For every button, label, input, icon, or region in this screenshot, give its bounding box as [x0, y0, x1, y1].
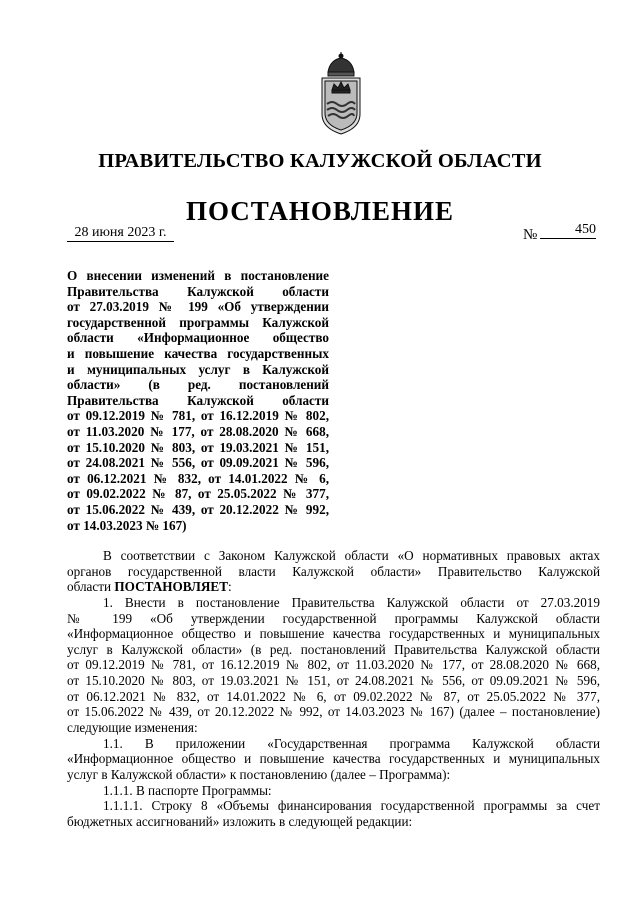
title-line: от 14.03.2023 № 167) [67, 517, 187, 533]
body-line: услуг в Калужской области» к постановлению (далее – Программа): [67, 766, 451, 782]
title-line: от 09.12.2019 № 781, от 16.12.2019 № 802, [67, 408, 329, 424]
body-text: области [67, 579, 115, 595]
title-line: и муниципальных услуг в Калужской [67, 361, 329, 377]
coat-of-arms-emblem [318, 52, 364, 136]
title-line: государственной программы Калужской [67, 314, 329, 330]
number-label: № [523, 227, 538, 243]
title-line: от 09.02.2022 № 87, от 25.05.2022 № 377, [67, 486, 329, 502]
title-line: от 06.12.2021 № 832, от 14.01.2022 № 6, [67, 470, 329, 486]
body-line: от 15.06.2022 № 439, от 20.12.2022 № 992, от 14.03.2023 № 167) (далее – постановление) [67, 704, 600, 720]
body-line: 1.1.1. В паспорте Программы: [103, 782, 272, 798]
body-line: «Информационное общество и повышение качества государственных и муниципальных [67, 626, 600, 642]
body-line: от 09.12.2019 № 781, от 16.12.2019 № 802, от 11.03.2020 № 177, от 28.08.2020 № 668, [67, 657, 600, 673]
title-line: области «Информационное общество [67, 330, 329, 346]
body-line: от 06.12.2021 № 832, от 14.01.2022 № 6, от 09.02.2022 № 87, от 25.05.2022 № 377, [67, 688, 600, 704]
resolution-body [67, 548, 600, 830]
body-line: следующие изменения: [67, 720, 198, 736]
body-line: 1.1.1.1. Строку 8 «Объемы финансирования государственной программы за счет [103, 798, 600, 814]
body-line: 1. Внести в постановление Правительства Калужской области от 27.03.2019 [103, 594, 600, 610]
body-line: «Информационное общество и повышение качества государственных и муниципальных [67, 751, 600, 767]
resolution-subject-title [67, 268, 329, 533]
title-line: от 11.03.2020 № 177, от 28.08.2020 № 668, [67, 423, 329, 439]
body-line: № 199 «Об утверждении государственной программы Калужской области [67, 610, 600, 626]
document-date: 28 июня 2023 г. [67, 225, 174, 242]
body-line: 1.1. В приложении «Государственная программа Калужской области [103, 735, 600, 751]
body-line [67, 579, 600, 595]
title-line: от 24.08.2021 № 556, от 09.09.2021 № 596, [67, 455, 329, 471]
document-number: 450 [540, 222, 596, 239]
resolves-keyword: ПОСТАНОВЛЯЕТ [114, 579, 229, 595]
government-title: ПРАВИТЕЛЬСТВО КАЛУЖСКОЙ ОБЛАСТИ [98, 150, 542, 172]
title-line: и повышение качества государственных [67, 345, 329, 361]
title-line: Правительства Калужской области [67, 283, 329, 299]
title-line: от 15.10.2020 № 803, от 19.03.2021 № 151, [67, 439, 329, 455]
body-line: от 15.10.2020 № 803, от 19.03.2021 № 151, от 24.08.2021 № 556, от 09.09.2021 № 596, [67, 673, 600, 689]
body-line: услуг в Калужской области» (в ред. постановлений Правительства Калужской области [67, 641, 600, 657]
title-line: О внесении изменений в постановление [67, 268, 329, 283]
title-line: области» (в ред. постановлений [67, 377, 329, 393]
body-text: : [228, 579, 232, 595]
document-type-title: ПОСТАНОВЛЕНИЕ [185, 196, 455, 226]
title-line: Правительства Калужской области [67, 392, 329, 408]
body-line: органов государственной власти Калужской области» Правительство Калужской [67, 563, 600, 579]
title-line: от 15.06.2022 № 439, от 20.12.2022 № 992, [67, 501, 329, 517]
title-line: от 27.03.2019 № 199 «Об утверждении [67, 299, 329, 315]
body-line: бюджетных ассигнований» изложить в следующей редакции: [67, 813, 413, 829]
body-line: В соответствии с Законом Калужской области «О нормативных правовых актах [103, 548, 600, 563]
